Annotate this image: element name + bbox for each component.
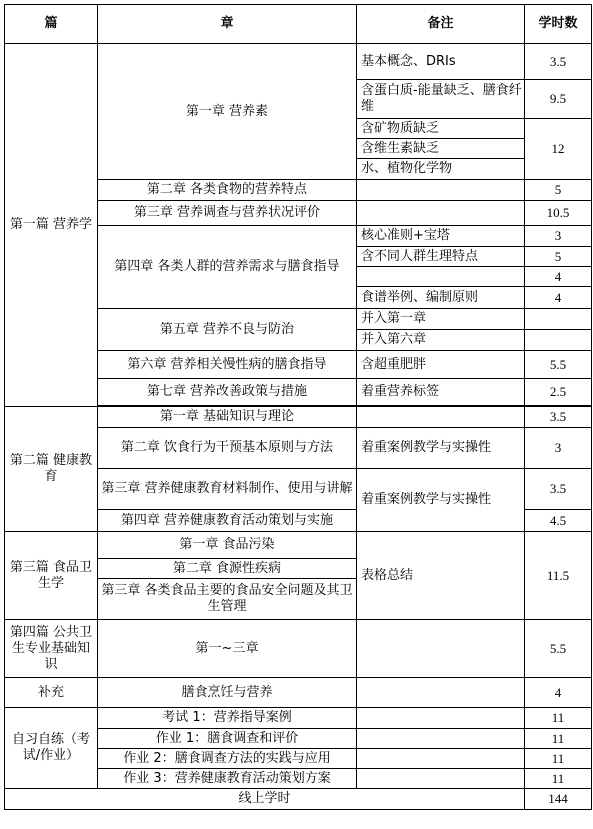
note-cell	[357, 678, 525, 708]
note-cell: 基本概念、DRIs	[357, 44, 525, 80]
part1-ch6-title: 第六章 营养相关慢性病的膳食指导	[98, 351, 357, 379]
hours-cell: 5.5	[525, 620, 592, 678]
hours-cell: 2.5	[525, 379, 592, 406]
supplement-chapter: 膳食烹饪与营养	[98, 678, 357, 708]
hours-cell: 5	[525, 180, 592, 201]
part1-ch1-title: 第一章 营养素	[98, 44, 357, 180]
note-cell: 着重案例教学与实操性	[357, 469, 525, 532]
part3-title: 第三篇 食品卫生学	[5, 532, 98, 620]
part3-ch2-title: 第二章 食源性疾病	[98, 559, 357, 579]
hours-cell: 11.5	[525, 532, 592, 620]
note-cell	[357, 201, 525, 226]
part1-ch7-title: 第七章 营养改善政策与措施	[98, 379, 357, 406]
table-row	[5, 44, 592, 80]
selfstudy-item: 作业 1：膳食调查和评价	[98, 729, 357, 749]
part1-title: 第一篇 营养学	[5, 44, 98, 407]
header-part: 篇	[5, 5, 98, 44]
part4-chapter: 第一~三章	[98, 620, 357, 678]
hours-cell: 3	[525, 226, 592, 247]
hours-cell: 3.5	[525, 44, 592, 80]
note-cell	[357, 620, 525, 678]
header-row	[5, 5, 592, 44]
part1-ch4-title: 第四章 各类人群的营养需求与膳食指导	[98, 226, 357, 309]
table-row	[5, 708, 592, 729]
hours-cell: 4	[525, 287, 592, 309]
table-row	[5, 532, 592, 559]
note-cell	[357, 749, 525, 769]
note-cell: 水、植物化学物	[357, 159, 525, 180]
hours-cell: 10.5	[525, 201, 592, 226]
note-cell	[357, 729, 525, 749]
hours-cell: 4.5	[525, 510, 592, 532]
hours-cell: 3.5	[525, 469, 592, 510]
header-note: 备注	[357, 5, 525, 44]
part2-ch3-title: 第三章 营养健康教育材料制作、使用与讲解	[98, 469, 357, 510]
selfstudy-item: 考试 1：营养指导案例	[98, 708, 357, 729]
hours-cell: 5	[525, 247, 592, 267]
part4-title: 第四篇 公共卫生专业基础知识	[5, 620, 98, 678]
hours-cell: 4	[525, 678, 592, 708]
note-cell	[357, 267, 525, 287]
part3-ch3-title: 第三章 各类食品主要的食品安全问题及其卫生管理	[98, 579, 357, 620]
table-row	[5, 620, 592, 678]
part2-title: 第二篇 健康教育	[5, 407, 98, 532]
hours-cell: 11	[525, 708, 592, 729]
hours-cell: 3	[525, 428, 592, 469]
note-cell: 核心准则+宝塔	[357, 226, 525, 247]
hours-cell: 11	[525, 729, 592, 749]
header-hours: 学时数	[525, 5, 592, 44]
note-cell	[357, 180, 525, 201]
total-row	[5, 789, 592, 810]
hours-cell: 11	[525, 749, 592, 769]
note-cell: 表格总结	[357, 532, 525, 620]
note-cell: 并入第一章	[357, 309, 525, 330]
table-row	[5, 678, 592, 708]
note-cell: 含维生素缺乏	[357, 139, 525, 159]
selfstudy-item: 作业 3：营养健康教育活动策划方案	[98, 769, 357, 789]
note-cell	[357, 407, 525, 428]
supplement-title: 补充	[5, 678, 98, 708]
selfstudy-item: 作业 2：膳食调查方法的实践与应用	[98, 749, 357, 769]
table-row	[5, 407, 592, 428]
hours-cell: 3.5	[525, 407, 592, 428]
part1-ch2-title: 第二章 各类食物的营养特点	[98, 180, 357, 201]
hours-cell: 12	[525, 119, 592, 180]
note-cell: 含矿物质缺乏	[357, 119, 525, 139]
note-cell: 含不同人群生理特点	[357, 247, 525, 267]
hours-cell	[525, 330, 592, 351]
note-cell	[357, 708, 525, 729]
part2-ch1-title: 第一章 基础知识与理论	[98, 407, 357, 428]
note-cell: 含蛋白质-能量缺乏、膳食纤维	[357, 80, 525, 119]
note-cell: 食谱举例、编制原则	[357, 287, 525, 309]
selfstudy-title: 自习自练（考试/作业）	[5, 708, 98, 789]
part1-ch3-title: 第三章 营养调查与营养状况评价	[98, 201, 357, 226]
header-chapter: 章	[98, 5, 357, 44]
part2-ch2-title: 第二章 饮食行为干预基本原则与方法	[98, 428, 357, 469]
part1-ch5-title: 第五章 营养不良与防治	[98, 309, 357, 351]
hours-cell	[525, 309, 592, 330]
note-cell: 着重案例教学与实操性	[357, 428, 525, 469]
hours-cell: 9.5	[525, 80, 592, 119]
note-cell: 着重营养标签	[357, 379, 525, 406]
note-cell	[357, 769, 525, 789]
total-hours: 144	[525, 789, 592, 810]
note-cell: 并入第六章	[357, 330, 525, 351]
hours-cell: 5.5	[525, 351, 592, 379]
hours-cell: 4	[525, 267, 592, 287]
curriculum-table	[4, 4, 592, 810]
part3-ch1-title: 第一章 食品污染	[98, 532, 357, 559]
hours-cell: 11	[525, 769, 592, 789]
part2-ch4-title: 第四章 营养健康教育活动策划与实施	[98, 510, 357, 532]
note-cell: 含超重肥胖	[357, 351, 525, 379]
total-label: 线上学时	[5, 789, 525, 810]
